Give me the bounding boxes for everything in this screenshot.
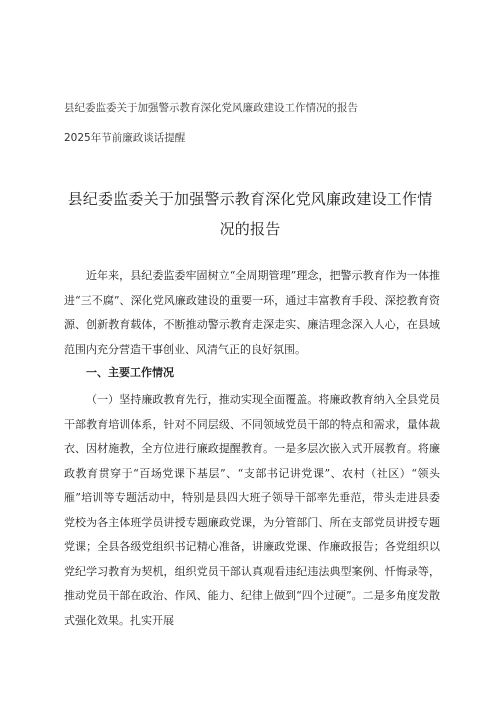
document-title-line-1: 县纪委监委关于加强警示教育深化党风廉政建设工作情 [67, 190, 433, 208]
body-paragraph: （一）坚持廉政教育先行，推动实现全面覆盖。将廉政教育纳入全县党员干部教育培训体系，针对不同层级、不同领域党员干部的特点和需求，量体裁衣、因材施教，全方位进行廉政提醒教育。一是多层次嵌入式开展教育。将廉政教育贯穿于“百场党课下基层”、“支部书记讲党课”、农村（社区）“领头雁”培训等专题活动中，特别是县四大班子领导干部率先垂范，带头走进县委党校为各主体班学员讲授专题廉政党课，为分管部门、所在支部党员讲授专题党课；全县各级党组织书记精心准备，讲廉政党课、作廉政报告；各党组织以党纪学习教育为契机，组织党员干部认真观看违纪违法典型案例、忏悔录等，推动党员干部在政治、作风、能力、纪律上做到“四个过硬”。二是多角度发散式强化效果。扎实开展 [64, 393, 440, 627]
intro-paragraph: 近年来，县纪委监委牢固树立“全周期管理”理念，把警示教育作为一体推进“三不腐”、深化党风廉政建设的重要一环，通过丰富教育手段、深挖教育资源、创新教育载体，不断推动警示教育走深走实、廉洁理念深入人心，在县域范围内充分营造干事创业、风清气正的良好氛围。 [64, 269, 440, 356]
section-heading: 一、主要工作情况 [86, 366, 174, 379]
toc-entry-holiday-talk[interactable]: 2025年节前廉政谈话提醒 [64, 132, 186, 144]
document-title-line-2: 况的报告 [219, 220, 281, 238]
toc-entry-report[interactable]: 县纪委监委关于加强警示教育深化党风廉政建设工作情况的报告 [64, 102, 358, 114]
